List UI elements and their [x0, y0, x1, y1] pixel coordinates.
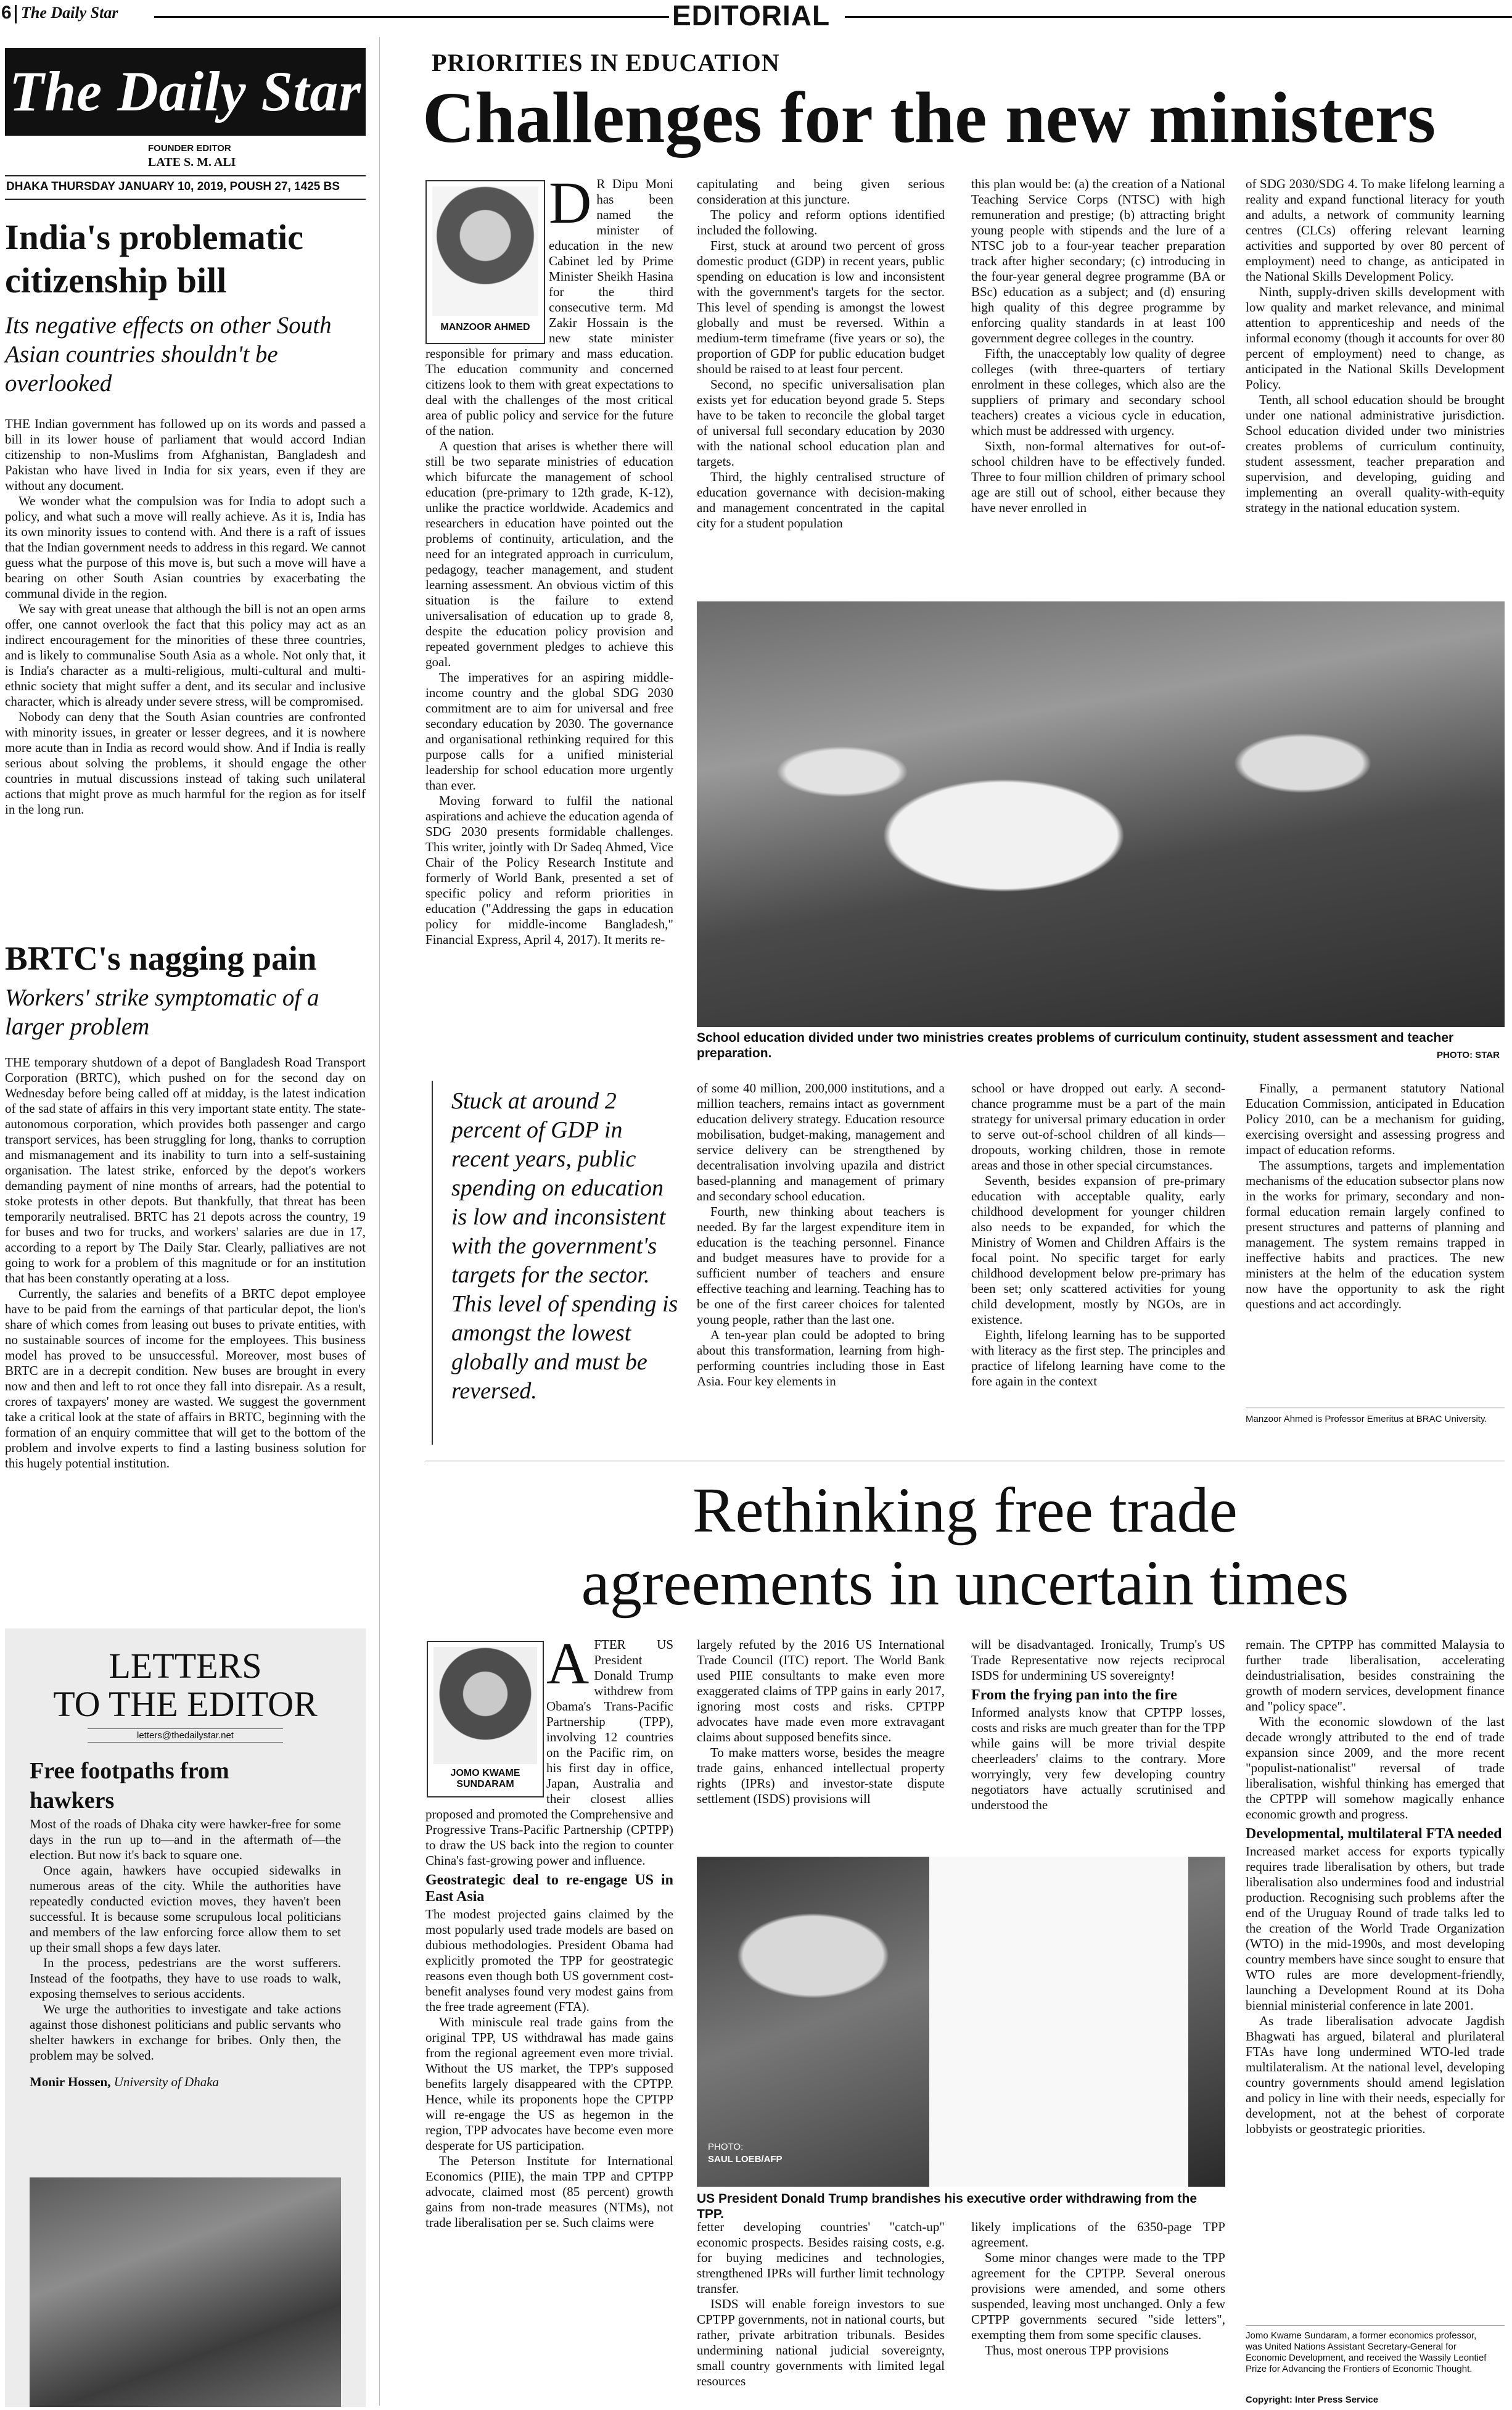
- article-paragraph: Fourth, new thinking about teachers is needed. By far the largest expenditure item in education is the teaching personnel. Finance and budget measures have to provide for a sufficient number of teachers and ensure effective teaching and learning. Teaching has to be one of the first career choices for talented young people, rather than the last one.: [697, 1204, 945, 1327]
- article-paragraph: R Dipu Moni has been named the minister of education in the new Cabinet led by Prime Minister Sheikh Hasina for the third consecutive term. Md Zakir Hossain is the new state minister responsible for primary and mass education. The education community and concerned citizens look to them with great expectations to deal with the challenges of the most critical area of public policy and service for the future of the nation.: [425, 176, 673, 438]
- article1-col1: [425, 176, 673, 1060]
- article-paragraph: Eighth, lifelong learning has to be supported with literacy as the first step. The principles and practice of lifelong learning have come to the fore again in the context: [971, 1327, 1225, 1389]
- letters-photo: [30, 2177, 341, 2407]
- dateline: DHAKA THURSDAY JANUARY 10, 2019, POUSH 27, 1425 BS: [6, 180, 340, 193]
- article-paragraph: of some 40 million, 200,000 institutions, and a million teachers, remains intact as government education delivery strategy. Education resource mobilisation, budget-making, management and service delivery can be strengthened by decentralisation involving upazila and district based-planning and management of primary and secondary school education.: [697, 1081, 945, 1203]
- article2-col1: [425, 1637, 673, 2407]
- bio-rule: [1246, 2325, 1505, 2326]
- article-paragraph: fetter developing countries' "catch-up" economic prospects. Besides raising costs, e.g. for buying medicines and technologies, strengthened IPRs will further limit technology transfer.: [697, 2219, 945, 2296]
- editorial-paragraph: Currently, the salaries and benefits of a BRTC depot employee have to be paid from the earnings of that particular depot, the lion's share of which comes from leasing out buses to private entities, with no sustainable sources of income for the employees. This business model has proved to be unsuccessful. Moreover, most buses of BRTC are in a decrepit condition. New buses are brought in every now and then and left to rot once they fall into disrepair. As a result, crores of taxpayers' money are wasted. We suggest the government take a critical look at the state of affairs in BRTC, beginning with the formation of an enquiry committee that will get to the bottom of the problem and involve experts to find a lasting business solution for this hugely potential institution.: [5, 1286, 366, 1471]
- article-paragraph: capitulating and being given serious consideration at this juncture.: [697, 176, 945, 207]
- article2-subhead: Geostrategic deal to re-engage US in East Asia: [425, 1872, 673, 1905]
- trump-photo-caption: US President Donald Trump brandishes his executive order withdrawing from the TPP.: [697, 2192, 1197, 2221]
- article-paragraph: this plan would be: (a) the creation of a National Teaching Service Corps (NTSC) with high remuneration and prestige; (b) attracting bright young people with stipends and the lure of a NTSC job to a four-year teacher preparation track after higher secondary; (c) introducing in the four-year general degree programme (BA or BSc) education as a subject; and (d) ensuring high quality of this degree programme by enforcing quality standards in at least 100 government degree colleges in the country.: [971, 176, 1225, 345]
- letters-title-line1: LETTERS: [109, 1646, 262, 1686]
- article2-subhead: From the frying pan into the fire: [971, 1687, 1177, 1703]
- article-paragraph: largely refuted by the 2016 US International Trade Council (ITC) report. The World Bank used PIIE consultants to make even more exaggerated claims of TPP gains in early 2017, ignoring most costs and risks. CPTPP advocates have made even more extravagant claims about supposed benefits since.: [697, 1637, 945, 1744]
- article-paragraph: The Peterson Institute for International Economics (PIIE), the main TPP and CPTPP advocate, claimed most (85 percent) growth gains from non-trade measures (NTMs), not trade liberalisation per se. Such claims were: [425, 2153, 673, 2230]
- letters-title-line2: TO THE EDITOR: [53, 1684, 318, 1724]
- editorial-brtc: [5, 939, 366, 1471]
- editorial-paragraph: We wonder what the compulsion was for India to adopt such a policy, and what such a move will really achieve. As it is, India has its own minority issues to contend with. And there is a raft of issues that the Indian government needs to address in this regard. We cannot guess what the purpose of this move is, but such a move will have a bearing on other South Asian countries by exacerbating the communal divide in the region.: [5, 493, 366, 601]
- header-rule-left: [154, 16, 669, 18]
- article-paragraph: Fifth, the unacceptably low quality of degree colleges (with three-quarters of tertiary enrolment in these colleges, which also are the suppliers of primary and secondary school teachers) creates a vicious cycle in education, which must be addressed with urgency.: [971, 346, 1225, 438]
- article-paragraph: The policy and reform options identified included the following.: [697, 207, 945, 237]
- masthead-rule: [5, 175, 366, 176]
- article-paragraph: school or have dropped out early. A second-chance programme must be a part of the main strategy for universal primary education in order to serve out-of-school children of all kinds—dropouts, working children, those in remote areas and those in other special circumstances.: [971, 1081, 1225, 1173]
- article-paragraph: of SDG 2030/SDG 4. To make lifelong learning a reality and expand functional literacy for youth and adults, a network of community learning centres (CLCs) offering relevant learning activities and supported by over 80 percent of employment) need to change, as anticipated in the National Skills Development Policy.: [1246, 176, 1505, 284]
- editorial-paragraph: Nobody can deny that the South Asian countries are confronted with minority issues, in greater or lesser degrees, and it is nowhere more acute than in India as record would show. And if India is really serious about solving the problems, it should engage the other countries in mutual discussions instead of taking such unilateral actions that might prove as much harmful for the region as for itself in the long run.: [5, 709, 366, 817]
- article2-col4: [1246, 1637, 1505, 2322]
- article-paragraph: With miniscule real trade gains from the original TPP, US withdrawal has made gains from the regional agreement even more trivial. Without the US market, the TPP's supposed benefits largely disappeared with the CPTPP. Hence, while its proponents hope the CPTPP will re-engage the US as hegemon in the region, TPP advocates have become even more desperate for US participation.: [425, 2015, 673, 2153]
- article2-copyright: Copyright: Inter Press Service: [1246, 2395, 1379, 2405]
- editorial-body: [5, 1055, 366, 1471]
- article-paragraph: Second, no specific universalisation plan exists yet for education beyond grade 5. Steps have to be taken to reconcile the global target of universal full secondary education by 2030 with the national school education plan and targets.: [697, 377, 945, 469]
- masthead: [5, 48, 366, 136]
- column-divider: [379, 37, 380, 2406]
- article1-author-bio: Manzoor Ahmed is Professor Emeritus at BRAC University.: [1246, 1414, 1487, 1424]
- letters-header: [5, 1647, 366, 1743]
- editorial-india: [5, 216, 366, 817]
- classroom-photo: [697, 601, 1505, 1027]
- editorial-paragraph: THE Indian government has followed up on its words and passed a bill in its lower house of parliament that would accord Indian citizenship to non-Muslims from Afghanistan, Bangladesh and Pakistan who have lived in India for six years, even if they are without any document.: [5, 416, 366, 493]
- header-divider: [15, 5, 17, 23]
- letter-paragraph: In the process, pedestrians are the worst sufferers. Instead of the footpaths, they have to use roads to walk, exposing themselves to serious accidents.: [30, 1955, 341, 2001]
- founder-label: FOUNDER EDITOR: [148, 143, 231, 154]
- article-paragraph: The modest projected gains claimed by the most popularly used trade models are based on dubious methodologies. President Obama had explicitly promoted the TPP for geostrategic reasons even though both US government cost-benefit analyses found very modest gains from the free trade agreement (FTA).: [425, 1907, 673, 2014]
- page-header: [0, 0, 1512, 30]
- classroom-photo-credit: PHOTO: STAR: [1437, 1050, 1500, 1060]
- editorial-paragraph: THE temporary shutdown of a depot of Bangladesh Road Transport Corporation (BRTC), which pushed on for the second day on Wednesday before being called off at midday, is the latest indication of the sad state of affairs in this very important state entity. The state-autonomous corporation, which provides both passenger and cargo transport services, has been struggling for long, thanks to corruption and mismanagement and its inability to turn into a self-sustaining organisation. The latest strike, enforced by the depot's workers demanding payment of nine months of arrears, had the potential to stoke protests in other depots. But thankfully, that threat has been temporarily neutralised. BRTC has 21 depots across the country, 19 for buses and two for trucks, and workers' salaries are due in 17, according to a report by The Daily Star. Clearly, palliatives are not going to work for a problem of this magnitude or for an institution that has been constantly operating at a loss.: [5, 1055, 366, 1285]
- editorial-body: [5, 416, 366, 817]
- letters-box: [5, 1628, 366, 2407]
- article-paragraph: Sixth, non-formal alternatives for out-of-school children have to be effectively funded. Three to four million children of primary school age are still out of school, either because they have never enrolled in: [971, 439, 1225, 515]
- article-paragraph: FTER US President Donald Trump withdrew from Obama's Trans-Pacific Partnership (TPP), involving 12 countries on the Pacific rim, on his first day in office, Japan, Australia and their closest allies proposed and promoted the Comprehensive and Progressive Trans-Pacific Partnership (CPTPP) to draw the US back into the region to counter China's fast-growing power and influence.: [425, 1637, 673, 1868]
- article-paragraph: With the economic slowdown of the last decade wrongly attributed to the end of trade expansion since 2009, and the more recent "populist-nationalist" reversal of trade liberalisation, wishful thinking has emerged that the CPTPP will somehow magically enhance economic growth and progress.: [1246, 1714, 1505, 1822]
- article-paragraph: Finally, a permanent statutory National Education Commission, anticipated in Education Policy 2010, can be a mechanism for guiding, exercising oversight and assessing progress and impact of education reforms.: [1246, 1081, 1505, 1157]
- article-paragraph: Ninth, supply-driven skills development with low quality and market relevance, and minimal attention to apprenticeship and needs of the informal economy (though it accounts for over 80 percent of employment) need to change, as anticipated in the National Skills Development Policy.: [1246, 284, 1505, 392]
- article2-headline-line1: Rethinking free trade: [692, 1475, 1238, 1546]
- article-paragraph: likely implications of the 6350-page TPP agreement.: [971, 2219, 1225, 2250]
- editorial-headline: India's problematic citizenship bill: [5, 217, 303, 300]
- article-paragraph: A ten-year plan could be adopted to bring about this transformation, learning from high-performing countries including those in East Asia. Four key elements in: [697, 1327, 945, 1389]
- masthead-title: The Daily Star: [9, 60, 362, 123]
- letter-body: [30, 1817, 341, 2063]
- article2-subhead: Developmental, multilateral FTA needed: [1246, 1826, 1502, 1842]
- author-caption: JOMO KWAME SUNDARAM: [450, 1768, 520, 1789]
- article-paragraph: Moving forward to fulfil the national aspirations and achieve the education agenda of SDG 2030 presents formidable challenges. This writer, jointly with Dr Sadeq Ahmed, Vice Chair of the Policy Research Institute and formerly of World Bank, presented a set of specific policy and reform priorities in education ("Addressing the gaps in education policy for middle-income Bangladesh," Financial Express, April 4, 2017). It merits re-: [425, 793, 673, 947]
- founder-name: LATE S. M. ALI: [148, 155, 236, 169]
- article1-headline: Challenges for the new ministers: [422, 77, 1436, 158]
- article-paragraph: Seventh, besides expansion of pre-primary education with acceptable quality, early childhood development for younger children also needs to be expanded, for which the Ministry of Women and Children Affairs is the focal point. No specific target for early childhood development below pre-primary has been set; only scattered activities for young child development, mostly by NGOs, are in existence.: [971, 1173, 1225, 1327]
- article1-kicker: PRIORITIES IN EDUCATION: [432, 49, 780, 76]
- article1-col2: [697, 176, 945, 602]
- article2-col3: [971, 1637, 1225, 1850]
- letter-paragraph: Once again, hawkers have occupied sidewalks in numerous areas of the city. While the authorities have repeatedly conducted eviction moves, they haven't been successful. It is because some scrupulous local politicians and members of the law enforcing force allow them to set up their small shops a few days later.: [30, 1863, 341, 1955]
- editorial-headline: BRTC's nagging pain: [5, 939, 317, 977]
- article-paragraph: remain. The CPTPP has committed Malaysia to further trade liberalisation, accelerating deindustrialisation, besides constraining the growth of modern services, development finance and "policy space".: [1246, 1637, 1505, 1714]
- article-paragraph: The imperatives for an aspiring middle-income country and the global SDG 2030 commitment are to aim for universal and free secondary education by 2030. The governance and organisational rethinking required for this purpose calls for a unified ministerial leadership for school education more urgently than ever.: [425, 670, 673, 793]
- article-paragraph: ISDS will enable foreign investors to sue CPTPP governments, not in national courts, but rather, private arbitration tribunals. Besides undermining national judicial sovereignty, small country governments with limited legal resources: [697, 2297, 945, 2388]
- drop-cap: A: [546, 1637, 590, 1696]
- article2-author-bio: Jomo Kwame Sundaram, a former economics professor, was United Nations Assistant Secretary-General for Economic Development, and received the Wassily Leontief Prize for Advancing the Frontiers of Economic Thought.: [1246, 2330, 1487, 2374]
- article2-col2: [697, 1637, 945, 1850]
- dateline-rule: [5, 199, 366, 200]
- section-title: EDITORIAL: [672, 0, 831, 31]
- pullquote-bar: [432, 1081, 433, 1445]
- editorial-paragraph: We say with great unease that although the bill is not an open arms offer, one cannot overlook the fact that this policy may act as an indirect encouragement for the minorities of these three countries, and is likely to communalise South Asia as a whole. Not only that, it is India's character as a multi-religious, multi-cultural and multi-ethnic society that might suffer a dent, and its secular and inclusive character, which is already under severe stress, will be compromised.: [5, 601, 366, 709]
- editorial-subhead: Its negative effects on other South Asian countries shouldn't be overlooked: [5, 312, 332, 397]
- article1-col3: [971, 176, 1225, 602]
- article1-col4b: [1246, 1081, 1505, 1401]
- trump-photo-credit-name: SAUL LOEB/AFP: [708, 2154, 783, 2164]
- article-paragraph: will be disadvantaged. Ironically, Trump's US Trade Representative now rejects reciprocal ISDS for undermining US sovereignty!: [971, 1637, 1225, 1683]
- letter-signature-affil: University of Dhaka: [113, 2074, 220, 2089]
- letter-signature-name: Monir Hossen,: [30, 2074, 111, 2089]
- letter-paragraph: Most of the roads of Dhaka city were hawker-free for some days in the run up to—and in the aftermath of—the election. But now it's back to square one.: [30, 1817, 341, 1862]
- article2-col3c: [971, 2219, 1225, 2407]
- article-paragraph: Informed analysts know that CPTPP losses, costs and risks are much greater than for the TPP while gains will be more trivial despite cheerleaders' claims to the contrary. More worryingly, very few developing country negotiators have actually scrutinised and understood the: [971, 1705, 1225, 1812]
- letter-paragraph: We urge the authorities to investigate and take actions against those dishonest politicians and public servants who shelter hawkers in exchange for bribes. Only then, the problem may be solved.: [30, 2002, 341, 2063]
- letters-email: letters@thedailystar.net: [88, 1728, 283, 1743]
- article-paragraph: As trade liberalisation advocate Jagdish Bhagwati has argued, bilateral and plurilateral FTAs have long undermined WTO-led trade multilateralism. At the national level, developing country governments should amend legislation and policy in line with their needs, especially for development, not at the behest of corporate lobbyists or geostrategic priorities.: [1246, 2013, 1505, 2136]
- trump-photo: [697, 1857, 1225, 2187]
- header-rule-right: [845, 16, 1512, 18]
- article-paragraph: Third, the highly centralised structure of education governance with decision-making and management concentrated in the capital city for a student population: [697, 469, 945, 530]
- article-paragraph: Thus, most onerous TPP provisions: [985, 2343, 1169, 2358]
- paper-name-small: The Daily Star: [21, 4, 118, 22]
- article2-headline: [425, 1474, 1505, 1620]
- editorial-subhead: Workers' strike symptomatic of a larger problem: [5, 984, 319, 1040]
- article1-col3b: [971, 1081, 1225, 1445]
- article-paragraph: A question that arises is whether there will still be two separate ministries of education which bifurcate the management of school education (pre-primary to 12th grade, K-12), unlike the practice worldwide. Academics and researchers in education have pointed out the problems of continuity, articulation, and the need for an integrated approach in curriculum, pedagogy, teacher management, and student learning assessment. An obvious victim of this situation is the failure to extend universalisation of education up to grade 8, despite the education policy provision and repeated government pledges to achieve this goal.: [425, 439, 673, 669]
- article2-headline-line2: agreements in uncertain times: [581, 1548, 1349, 1619]
- article1-col4: [1246, 176, 1505, 602]
- pullquote: Stuck at around 2 percent of GDP in recent years, public spending on education is low and inconsistent with the government's targets for the sector. This level of spending is amongst the lowest globally and must be reversed.: [451, 1088, 678, 1404]
- author-caption: MANZOOR AHMED: [440, 322, 530, 332]
- letter-title: Free footpaths from hawkers: [30, 1758, 229, 1814]
- article-paragraph: First, stuck at around two percent of gross domestic product (GDP) in recent years, public spending on education is low and inconsistent with the government's targets for the sector. This level of spending is amongst the lowest globally and must be reversed. Within a medium-term timeframe (five years or so), the proportion of GDP for public education budget should be raised to at least four percent.: [697, 238, 945, 376]
- article-paragraph: Increased market access for exports typically requires trade liberalisation by others, but trade liberalisation also undermines food and industrial production. Recognising such problems after the end of the Uruguay Round of trade talks led to the creation of the World Trade Organization (WTO) in the mid-1990s, and most developing country members have since sought to ensure that WTO rules are more development-friendly, launching a Development Round at its Doha biennial ministerial conference in late 2001.: [1246, 1844, 1505, 2013]
- classroom-photo-caption: School education divided under two ministries creates problems of curriculum continuity, student assessment and teacher preparation.: [697, 1031, 1454, 1060]
- article1-col2b: [697, 1081, 945, 1445]
- page-number: 6: [1, 2, 12, 23]
- article2-col2b: [697, 2219, 945, 2407]
- article-paragraph: Some minor changes were made to the TPP agreement for the CPTPP. Several onerous provisions were amended, and some others suspended, leaving most unchanged. Only a few CPTPP governments secured "side letters", exempting them from some specific clauses.: [971, 2250, 1225, 2342]
- drop-cap: D: [549, 176, 592, 236]
- article-paragraph: To make matters worse, besides the meagre trade gains, enhanced intellectual property rights (IPRs) and investor-state dispute settlement (ISDS) provisions will: [697, 1745, 945, 1806]
- article-paragraph: Tenth, all school education should be brought under one national administrative jurisdiction. School education divided under two ministries creates problems of curriculum continuity, student assessment, teacher preparation and supervision, and developing, guiding and implementing an overall quality-with-equity strategy in the national education system.: [1246, 392, 1505, 515]
- trump-photo-credit-label: PHOTO:: [708, 2142, 744, 2152]
- article-paragraph: The assumptions, targets and implementation mechanisms of the education subsector plans now in the works for primary, secondary and non-formal education remain largely confined to present structures and patterns of planning and management. The system remains trapped in ineffective habits and practices. The new ministers at the helm of the education system now have the opportunity to ask the right questions and act accordingly.: [1246, 1158, 1505, 1311]
